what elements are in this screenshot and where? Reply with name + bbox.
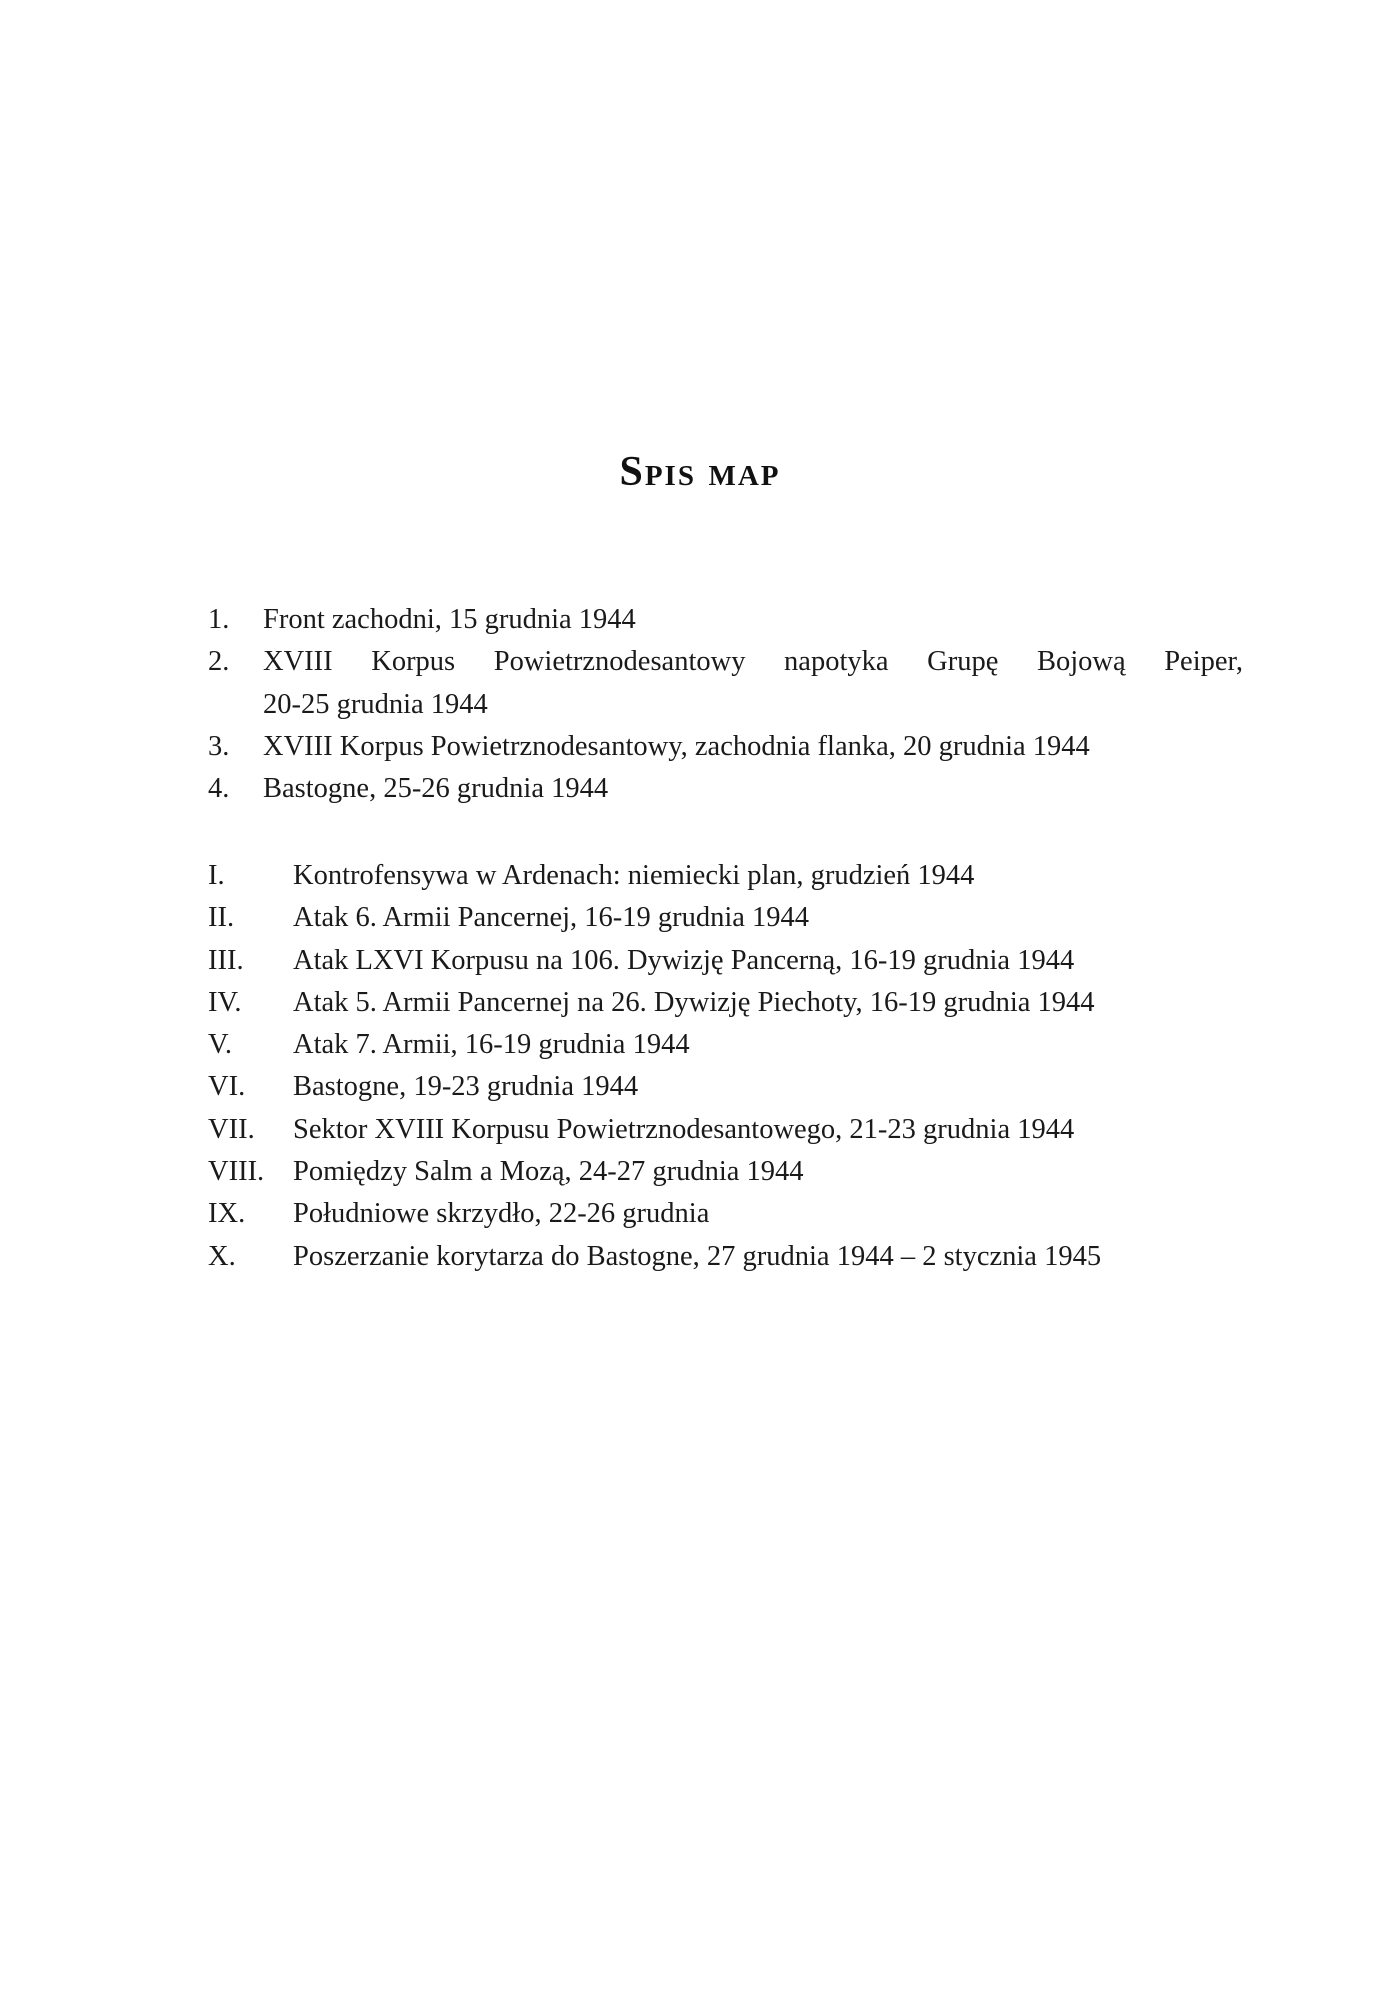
list-item [208, 1066, 1243, 1108]
list-item-text: Atak 7. Armii, 16-19 grudnia 1944 [293, 1029, 690, 1061]
list-item-text [263, 641, 1243, 726]
list-item-text: Atak LXVI Korpusu na 106. Dywizję Pancerną, 16-19 grudnia 1944 [293, 944, 1075, 976]
list-item-number: 3. [208, 730, 230, 762]
list-item [208, 726, 1243, 768]
list-item-number: VIII. [208, 1156, 265, 1188]
list-item-text: Sektor XVIII Korpusu Powietrznodesantowego, 21-23 grudnia 1944 [293, 1113, 1075, 1145]
list-item [208, 1151, 1243, 1193]
list-item-text: Atak 5. Armii Pancernej na 26. Dywizję Piechoty, 16-19 grudnia 1944 [293, 986, 1095, 1018]
list-item [208, 641, 1243, 726]
page-title: Spis map [619, 449, 781, 495]
list-item-line: Front zachodni, 15 grudnia 1944 [263, 604, 636, 635]
maps-list [208, 599, 1243, 810]
list-item-text: Pomiędzy Salm a Mozą, 24-27 grudnia 1944 [293, 1156, 804, 1188]
list-item [208, 940, 1243, 982]
list-item [208, 982, 1243, 1024]
list-item-text: Kontrofensywa w Ardenach: niemiecki plan, grudzień 1944 [293, 860, 975, 891]
list-item-line: 20-25 grudnia 1944 [263, 688, 488, 720]
list-item-line: XVIII Korpus Powietrznodesantowy napotyka Grupę Bojową Peiper, [263, 646, 1243, 678]
list-item-number: IX. [208, 1198, 246, 1230]
inserts-list [208, 855, 1243, 1278]
list-item-number: II. [208, 902, 235, 934]
list-item-line: Bastogne, 25-26 grudnia 1944 [263, 773, 609, 805]
list-item-number: I. [208, 860, 225, 891]
list-item-text: Południowe skrzydło, 22-26 grudnia [293, 1198, 710, 1230]
list-item-number: 2. [208, 646, 230, 678]
list-item [208, 1024, 1243, 1066]
list-item [208, 768, 1243, 810]
list-item-line: XVIII Korpus Powietrznodesantowy, zachodnia flanka, 20 grudnia 1944 [263, 730, 1090, 762]
list-item [208, 1193, 1243, 1235]
list-item-text: Poszerzanie korytarza do Bastogne, 27 grudnia 1944 – 2 stycznia 1945 [293, 1240, 1102, 1272]
list-item-text: Atak 6. Armii Pancernej, 16-19 grudnia 1944 [293, 902, 810, 934]
list-item-number: 1. [208, 604, 230, 635]
list-item-number: VI. [208, 1071, 246, 1103]
list-item-text [263, 768, 1243, 810]
list-item-number: IV. [208, 986, 242, 1018]
list-item-number: 4. [208, 773, 230, 805]
list-item [208, 1236, 1243, 1278]
list-item [208, 599, 1243, 641]
list-item-number: V. [208, 1029, 233, 1061]
list-item-number: III. [208, 944, 244, 976]
list-item [208, 1109, 1243, 1151]
list-item-number: X. [208, 1240, 236, 1272]
list-item-text [263, 599, 1243, 641]
list-item-text [263, 726, 1243, 768]
list-item [208, 855, 1243, 897]
list-item-number: VII. [208, 1113, 255, 1145]
list-item [208, 897, 1243, 939]
list-item-text: Bastogne, 19-23 grudnia 1944 [293, 1071, 639, 1103]
